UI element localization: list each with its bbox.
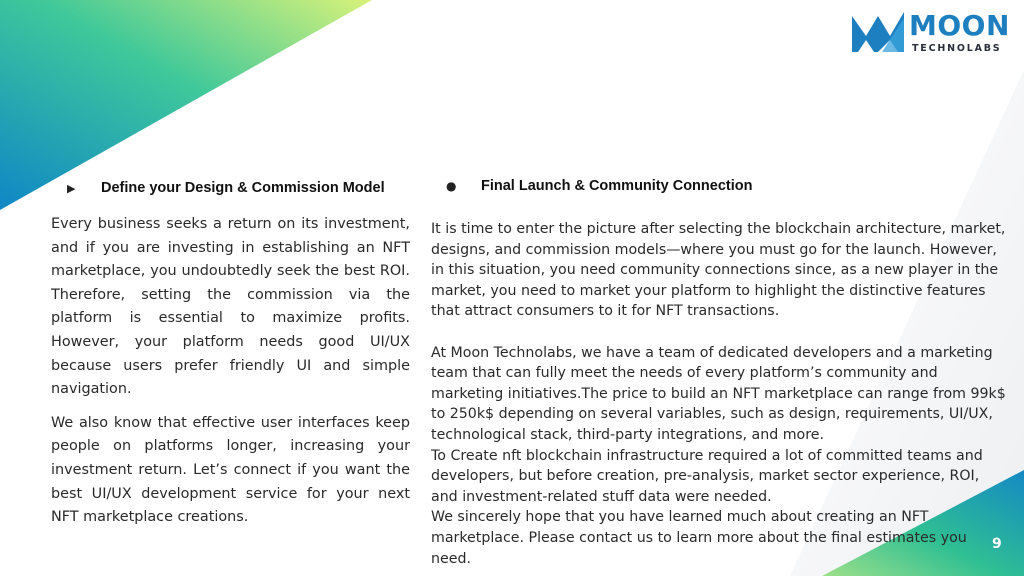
left-section-heading bbox=[67, 180, 385, 196]
left-column-body bbox=[51, 213, 410, 540]
page-number: 9 bbox=[992, 536, 1002, 552]
left-heading-text: Define your Design & Commission Model bbox=[101, 180, 385, 196]
logo-subtitle: TECHNOLABS bbox=[912, 43, 1002, 54]
right-column-body bbox=[431, 219, 1006, 569]
left-paragraph-2: We also know that effective user interfaces keep people on platforms longer, increasing your investment return. Let’s connect if you want the best UI/UX development service for your next NFT marketplace creations. bbox=[51, 414, 410, 526]
right-paragraph-3: To Create nft blockchain infrastructure required a lot of committed teams and developers, but before creation, pre-analysis, market sector experience, ROI, and investment-related stuff data were needed. bbox=[431, 447, 983, 505]
logo-wordmark: MOON bbox=[909, 9, 1010, 42]
right-paragraph-1: It is time to enter the picture after selecting the blockchain architecture, market, designs, and commission models—where you must go for the launch. However, in this situation, you need community connections since, as a new player in the market, you need to market your platform to highlight the distinctive features that attract consumers to it for NFT transactions. bbox=[431, 221, 1006, 320]
triangle-bullet-icon: ▶ bbox=[67, 181, 76, 195]
moon-technolabs-logo[interactable] bbox=[852, 9, 1020, 56]
dot-bullet-icon: ● bbox=[446, 179, 457, 193]
right-paragraph-4: We sincerely hope that you have learned much about creating an NFT marketplace. Please contact us to learn more about the final estimates you need. bbox=[431, 509, 967, 567]
right-paragraph-2: At Moon Technolabs, we have a team of dedicated developers and a marketing team that can fully meet the needs of every platform’s community and marketing initiatives.The price to build an NFT marketplace can range from 99k$ to 250k$ depending on several variables, such as design, requirements, UI/UX, technological stack, third-party integrations, and more. bbox=[431, 344, 1006, 443]
right-section-heading bbox=[446, 178, 752, 194]
moon-logo-icon bbox=[852, 12, 904, 52]
right-heading-text: Final Launch & Community Connection bbox=[481, 178, 753, 194]
left-paragraph-1: Every business seeks a return on its investment, and if you are investing in establishing an NFT marketplace, you undoubtedly seek the best ROI. Therefore, setting the commission via the platform is essential to maximize profits. However, your platform needs good UI/UX because users prefer friendly UI and simple navigation. bbox=[51, 216, 410, 398]
